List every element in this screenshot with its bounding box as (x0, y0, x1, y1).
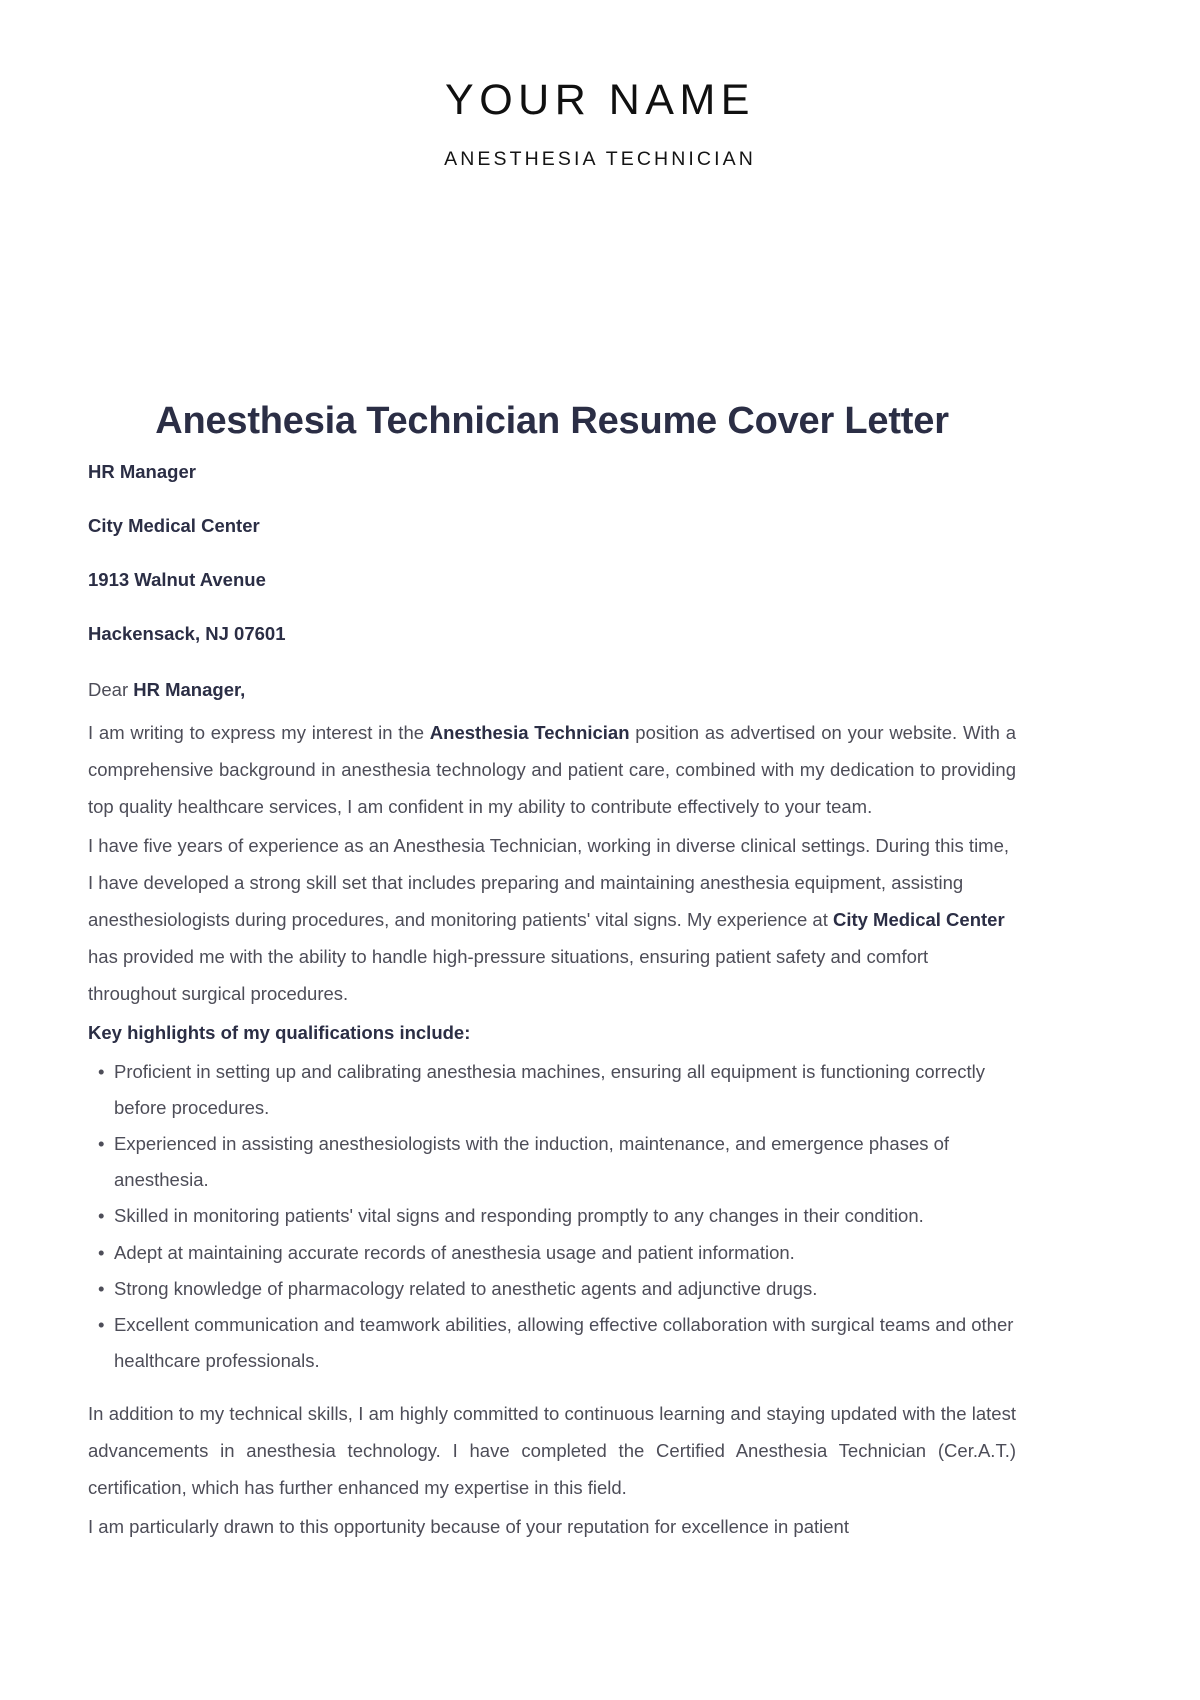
bullet-point-icon: • (98, 1241, 105, 1263)
bullet-point-icon: • (98, 1277, 105, 1299)
paragraph-closing-partial: I am particularly drawn to this opportunity because of your reputation for excellence in patient (88, 1515, 849, 1537)
list-item (88, 1235, 1016, 1271)
list-item-text: Experienced in assisting anesthesiologists with the induction, maintenance, and emergence phases of anesthesia. (114, 1133, 950, 1191)
paragraph-intro-part-2: position as advertised on your website. With a comprehensive background in anesthesia technology and patient care, combined with my dedication to providing top quality healthcare services, I am confident in my ability to contribute effectively to your team. (88, 721, 1016, 817)
letterhead-role: ANESTHESIA TECHNICIAN (444, 148, 756, 171)
list-item (88, 1126, 1016, 1198)
paragraph-intro-part-1: I am writing to express my interest in the (88, 721, 430, 743)
list-item-text: Excellent communication and teamwork abilities, allowing effective collaboration with surgical teams and other healthcare professionals. (114, 1313, 1014, 1371)
employer-emphasis: City Medical Center (832, 908, 1005, 930)
recipient-line-2: City Medical Center (88, 515, 260, 537)
bullet-point-icon: • (98, 1133, 105, 1155)
list-item-text: Strong knowledge of pharmacology related to anesthetic agents and adjunctive drugs. (114, 1277, 818, 1299)
letter-body (88, 398, 1016, 1547)
list-item (88, 1054, 1016, 1126)
list-item-text: Skilled in monitoring patients' vital signs and responding promptly to any changes in their condition. (114, 1205, 924, 1227)
paragraph-experience-part-1: I have five years of experience as an Anesthesia Technician, working in diverse clinical settings. During this time, I have developed a strong skill set that includes preparing and maintaining anesthesia equipment, assisting anesthesiologists during procedures, and monitoring patients' vital signs. My experience at (88, 834, 1010, 930)
list-item (88, 1271, 1016, 1307)
paragraph-experience (88, 827, 1016, 1012)
paragraph-intro (88, 714, 1016, 825)
bullet-point-icon: • (98, 1313, 105, 1335)
list-item (88, 1198, 1016, 1234)
letterhead-name: YOUR NAME (445, 76, 755, 124)
bullet-point-icon: • (98, 1061, 105, 1083)
salutation (88, 676, 1016, 704)
salutation-recipient-name: HR Manager, (133, 679, 246, 701)
qualification-bullet-list (88, 1054, 1016, 1379)
list-item-text: Adept at maintaining accurate records of anesthesia usage and patient information. (114, 1241, 795, 1263)
list-item (88, 1307, 1016, 1379)
recipient-line-1: HR Manager (88, 461, 196, 483)
paragraph-continuous-learning: In addition to my technical skills, I am highly committed to continuous learning and staying updated with the latest advancements in anesthesia technology. I have completed the Certified Anesthesia Technician (Cer.A.T.) certification, which has further enhanced my expertise in this field. (88, 1402, 1016, 1498)
bullet-point-icon: • (98, 1205, 105, 1227)
list-item-text: Proficient in setting up and calibrating anesthesia machines, ensuring all equipment is functioning correctly before procedures. (114, 1061, 986, 1119)
salutation-prefix: Dear (88, 679, 134, 701)
letterhead (0, 0, 1200, 171)
recipient-line-4: Hackensack, NJ 07601 (88, 623, 286, 645)
highlights-heading: Key highlights of my qualifications include: (88, 1021, 471, 1043)
recipient-line-3: 1913 Walnut Avenue (88, 569, 266, 591)
paragraph-experience-part-2: has provided me with the ability to handle high-pressure situations, ensuring patient safety and comfort throughout surgical procedures. (88, 945, 929, 1004)
page-title: Anesthesia Technician Resume Cover Letter (155, 400, 949, 442)
job-title-emphasis: Anesthesia Technician (429, 721, 630, 743)
